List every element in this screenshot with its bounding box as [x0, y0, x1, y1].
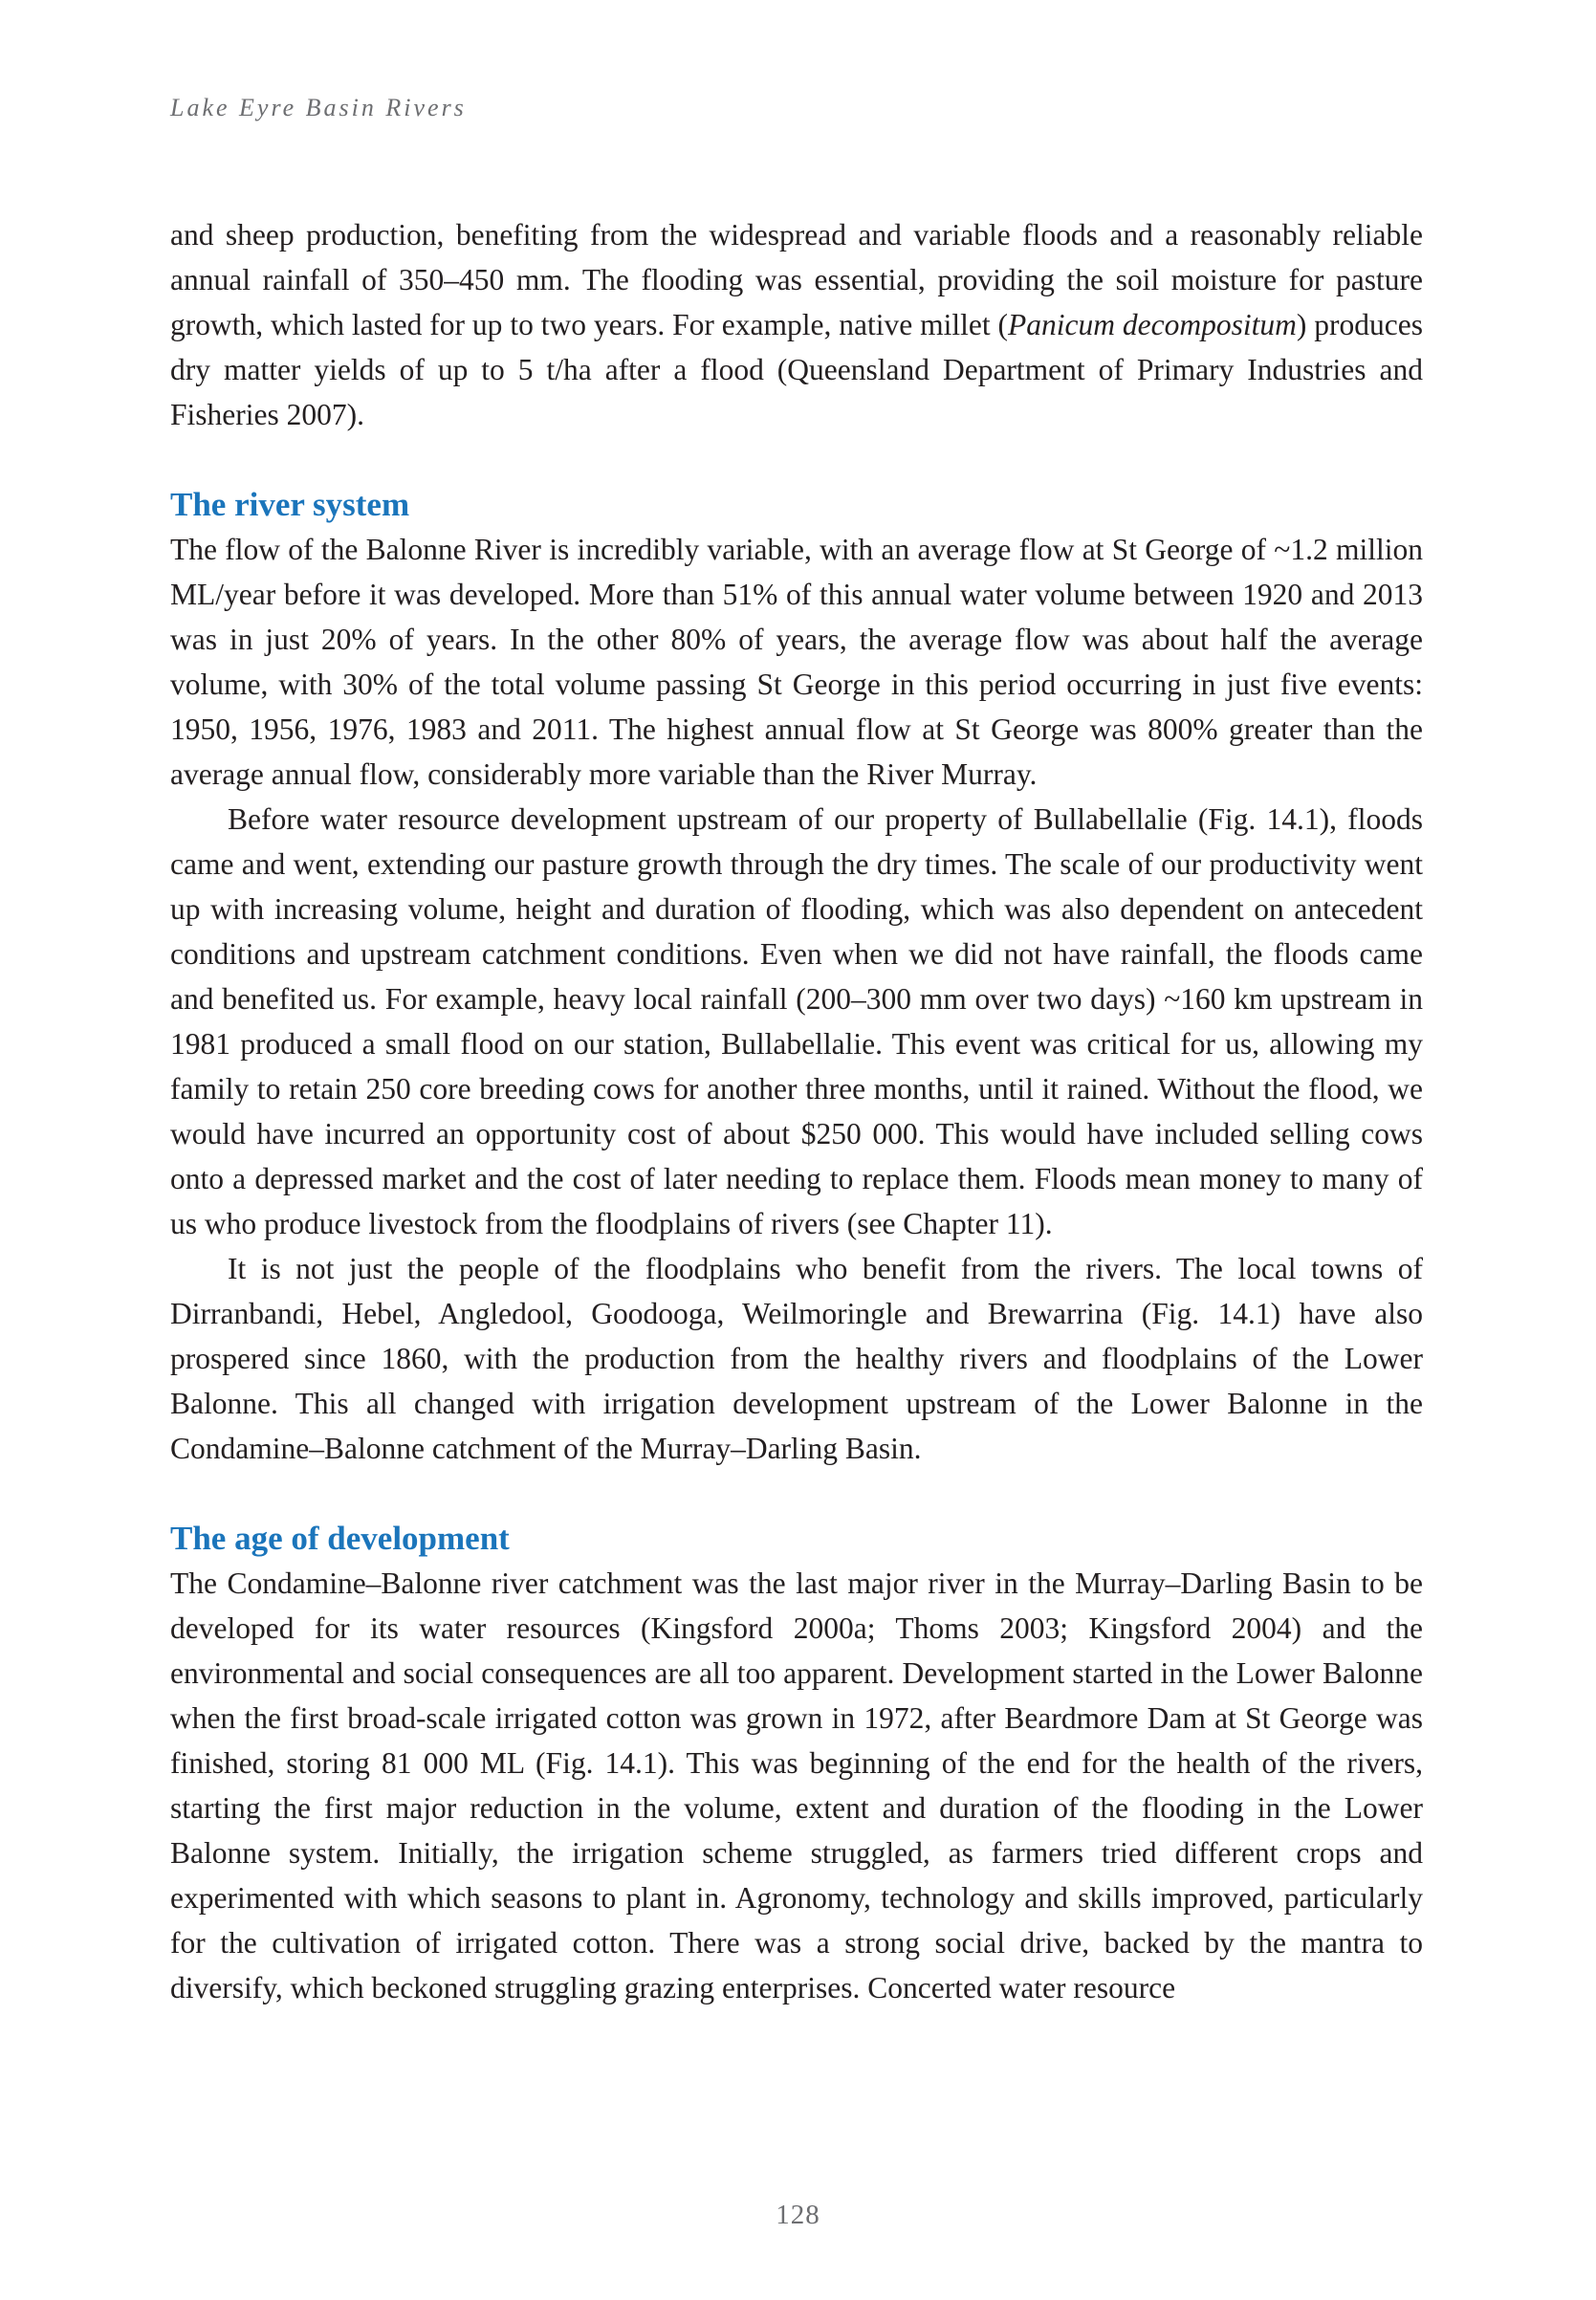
paragraph-development: The Condamine–Balonne river catchment was the last major river in the Murray–Darling Basin to be developed for its water resources (Kingsford 2000a; Thoms 2003; Kingsford 2004) and the environmental and social consequences are all too apparent. Development started in the Lower Balonne when the first broad-scale irrigated cotton was grown in 1972, after Beardmore Dam at St George was finished, storing 81 000 ML (Fig. 14.1). This was beginning of the end for the health of the rivers, starting the first major reduction in the volume, extent and duration of the flooding in the Lower Balonne system. Initially, the irrigation scheme struggled, as farmers tried different crops and experimented with which seasons to plant in. Agronomy, technology and skills improved, particularly for the cultivation of irrigated cotton. There was a strong social drive, backed by the mantra to diversify, which beckoned struggling grazing enterprises. Concerted water resource — [170, 1566, 1423, 2004]
section-gap — [170, 1471, 1423, 1516]
page-body — [170, 212, 1423, 2010]
section-heading-river-system: The river system — [170, 486, 410, 523]
paragraph-intro — [170, 212, 1423, 437]
species-name: Panicum decompositum — [1008, 308, 1297, 341]
running-head: Lake Eyre Basin Rivers — [170, 94, 467, 121]
paragraph-floods-benefit: Before water resource development upstream of our property of Bullabellalie (Fig. 14.1), floods came and went, extending our pasture growth through the dry times. The scale of our productivity went up with increasing volume, height and duration of flooding, which was also dependent on antecedent conditions and upstream catchment conditions. Even when we did not have rainfall, the floods came and benefited us. For example, heavy local rainfall (200–300 mm over two days) ~160 km upstream in 1981 produced a small flood on our station, Bullabellalie. This event was critical for us, allowing my family to retain 250 core breeding cows for another three months, until it rained. Without the flood, we would have incurred an opportunity cost of about $250 000. This would have included selling cows onto a depressed market and the cost of later needing to replace them. Floods mean money to many of us who produce livestock from the floodplains of rivers (see Chapter 11). — [170, 802, 1423, 1240]
paragraph-local-towns: It is not just the people of the floodplains who benefit from the rivers. The local towns of Dirranbandi, Hebel, Angledool, Goodooga, Weilmoringle and Brewarrina (Fig. 14.1) have also prospered since 1860, with the production from the healthy rivers and floodplains of the Lower Balonne. This all changed with irrigation development upstream of the Lower Balonne in the Condamine–Balonne catchment of the Murray–Darling Basin. — [170, 1252, 1423, 1465]
paragraph-intro-text-b: ) produces dry matter yields of up to 5 t/ha after a flood (Queensland Department of Primary Industries and Fisheries 2007). — [170, 308, 1423, 431]
section-gap — [170, 437, 1423, 482]
section-heading-age-of-development: The age of development — [170, 1520, 510, 1557]
paragraph-flow-variability: The flow of the Balonne River is incredibly variable, with an average flow at St George of ~1.2 million ML/year before it was developed. More than 51% of this annual water volume between 1920 and 2013 was in just 20% of years. In the other 80% of years, the average flow was about half the average volume, with 30% of the total volume passing St George in this period occurring in just five events: 1950, 1956, 1976, 1983 and 2011. The highest annual flow at St George was 800% greater than the average annual flow, considerably more variable than the River Murray. — [170, 533, 1423, 791]
page-number: 128 — [776, 2200, 820, 2230]
paragraph-intro-text-a: and sheep production, benefiting from the widespread and variable floods and a reasonably reliable annual rainfall of 350–450 mm. The flooding was essential, providing the soil moisture for pasture growth, which lasted for up to two years. For example, native millet ( — [170, 218, 1423, 341]
